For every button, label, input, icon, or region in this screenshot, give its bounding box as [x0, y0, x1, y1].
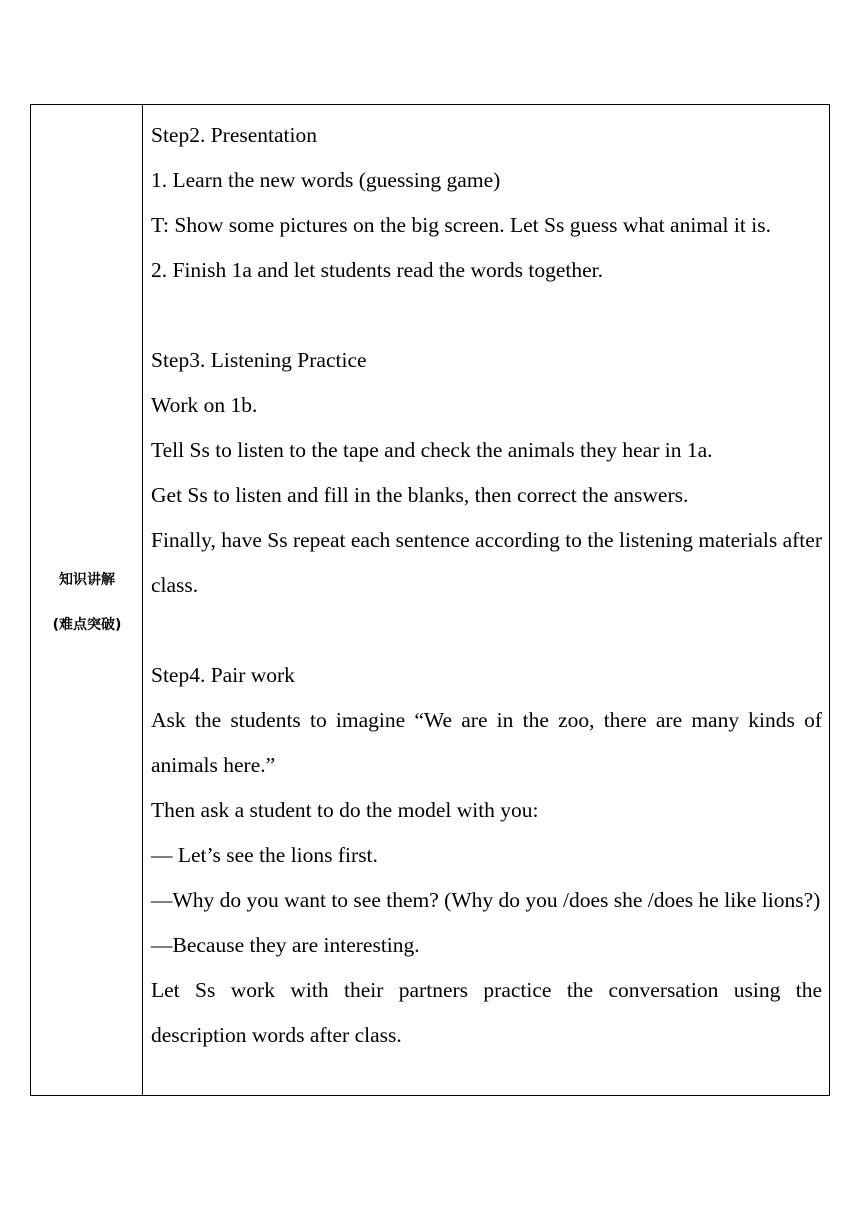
dialogue-line-1: — Let’s see the lions first. [151, 843, 378, 867]
row-label-subtitle: (难点突破) [52, 617, 122, 633]
step3-work: Work on 1b. [151, 393, 258, 417]
dialogue-line-3: —Because they are interesting. [151, 933, 420, 957]
step4-let: Let Ss work with their partners practice the conversation using the description words after class. [151, 978, 822, 1047]
step2-item-1: 1. Learn the new words (guessing game) [151, 168, 501, 192]
lesson-table [30, 104, 830, 1096]
spacer [151, 293, 822, 338]
dialogue-line-2: —Why do you want to see them? (Why do you /does she /does he like lions?) [151, 888, 821, 912]
row-label-cell [31, 105, 143, 1095]
step3-title: Step3. Listening Practice [151, 348, 367, 372]
step3-get: Get Ss to listen and fill in the blanks, then correct the answers. [151, 483, 689, 507]
row-label-title: 知识讲解 [59, 572, 115, 588]
step3-tell: Tell Ss to listen to the tape and check the animals they hear in 1a. [151, 438, 713, 462]
step4-then: Then ask a student to do the model with you: [151, 798, 539, 822]
step4-ask: Ask the students to imagine “We are in the zoo, there are many kinds of animals here.” [151, 708, 822, 777]
step2-teacher-note: T: Show some pictures on the big screen. Let Ss guess what animal it is. [151, 213, 771, 237]
step3-finally: Finally, have Ss repeat each sentence according to the listening materials after class. [151, 528, 822, 597]
step2-title: Step2. Presentation [151, 123, 318, 147]
spacer [151, 608, 822, 653]
step4-title: Step4. Pair work [151, 663, 295, 687]
lesson-content [151, 113, 822, 1058]
step2-item-2: 2. Finish 1a and let students read the words together. [151, 258, 604, 282]
content-cell [143, 105, 829, 1095]
